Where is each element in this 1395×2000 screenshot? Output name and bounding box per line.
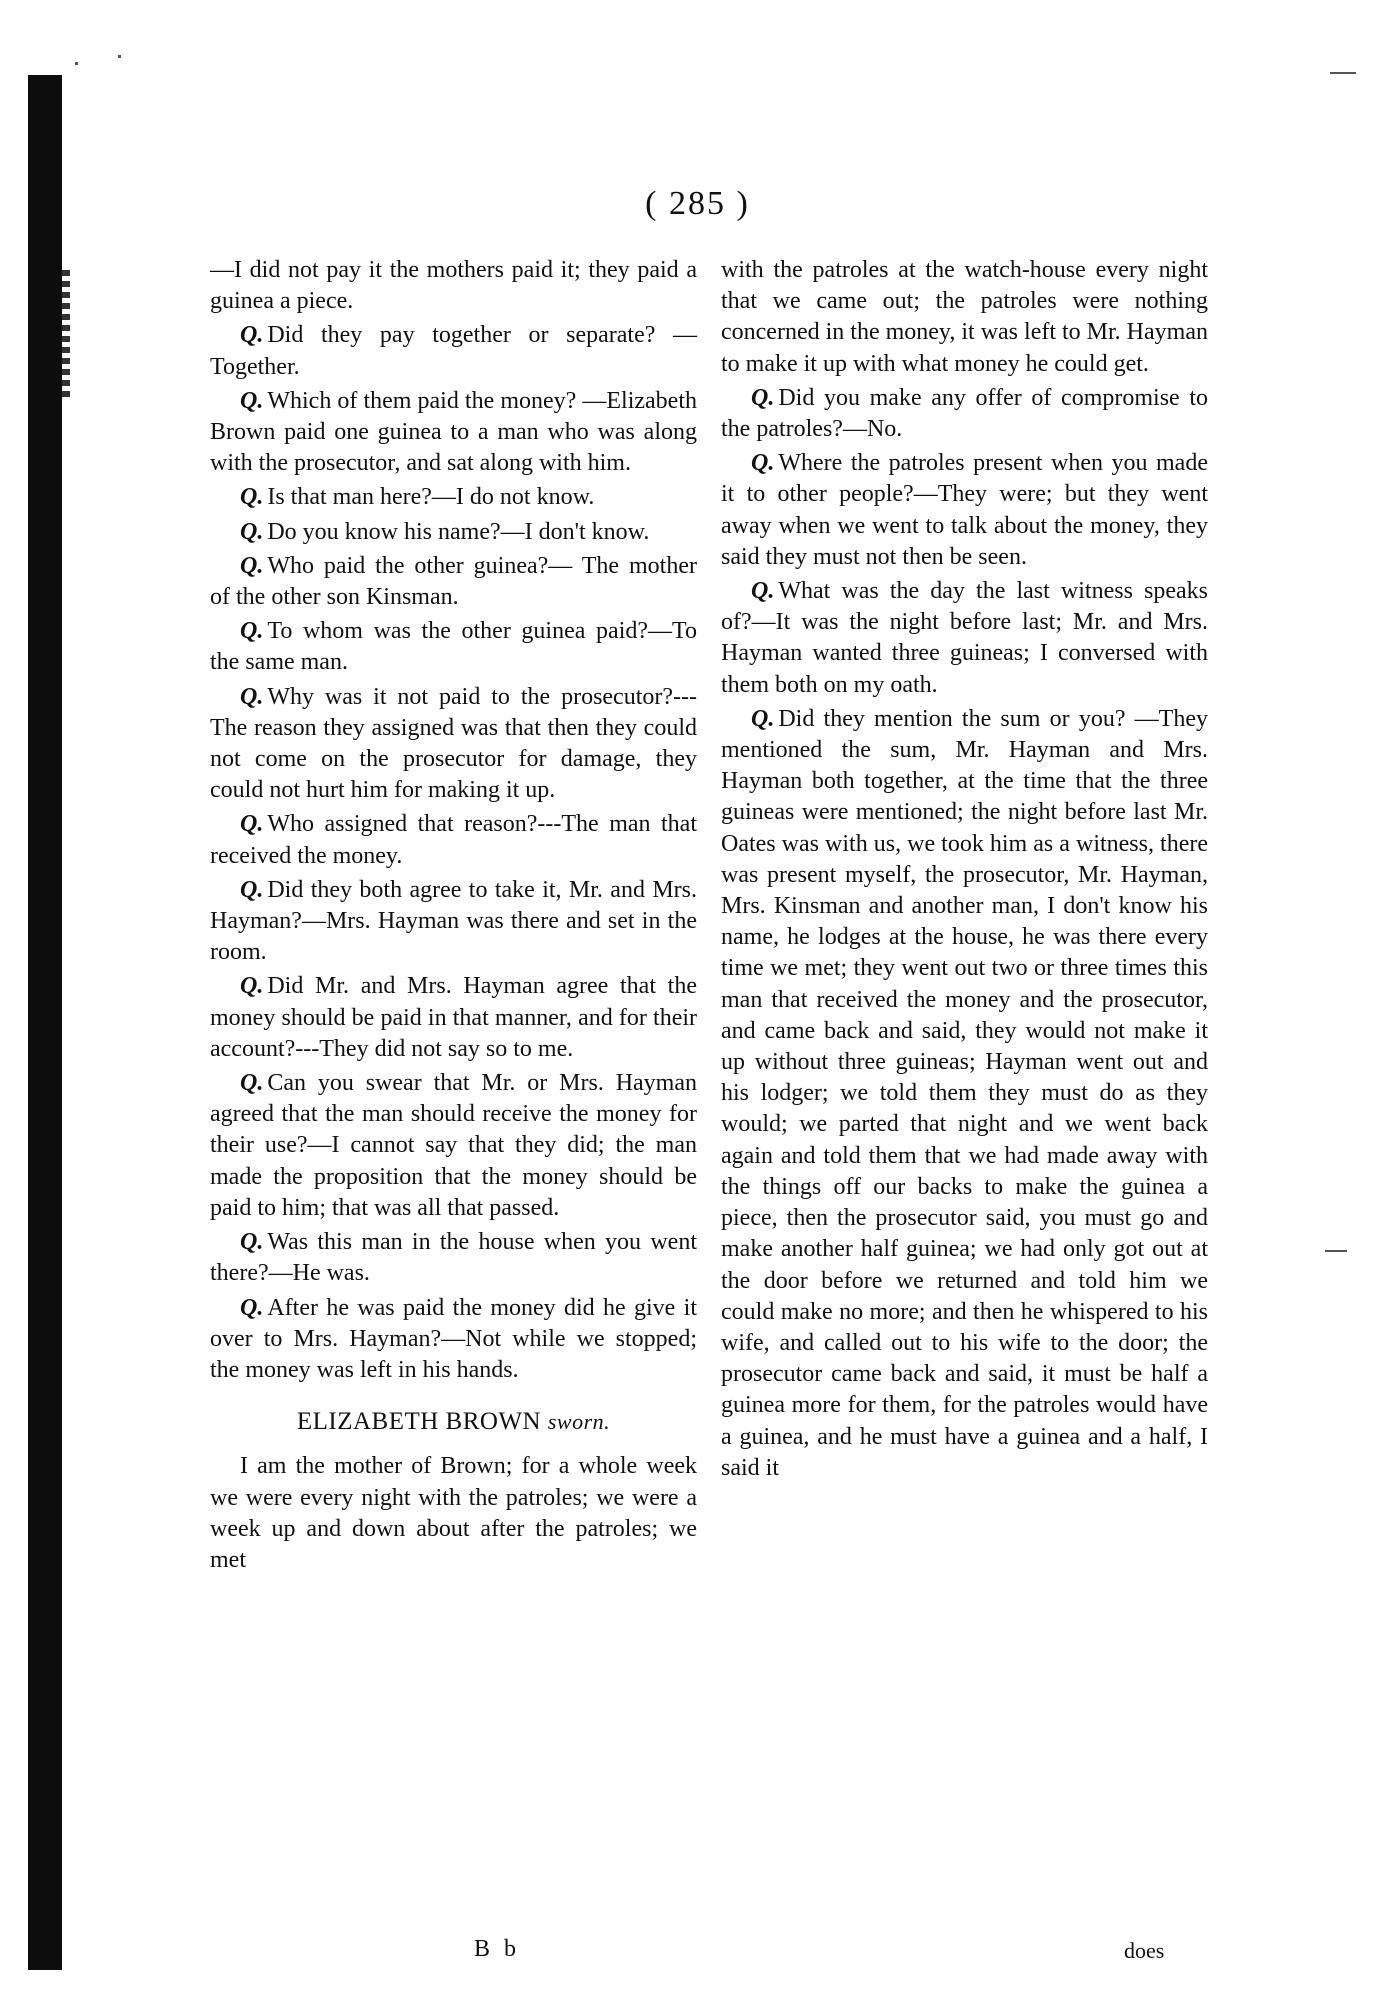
- catchword: does: [1124, 1938, 1165, 1963]
- paragraph: Q. Did Mr. and Mrs. Hayman agree that the money should be paid in that manner, and for their account?---They did not say so to me.: [210, 973, 697, 1062]
- paragraph: Q. Did you make any offer of compromise to the patroles?—No.: [721, 384, 1208, 443]
- binding-edge: [28, 75, 62, 1970]
- paragraph: Q. Did they mention the sum or you? —They mentioned the sum, Mr. Hayman and Mrs. Hayman both together, at the time that the three guineas were mentioned; the night before last Mr. Oates was with us, we took him as a witness, there was present myself, the prosecutor, Mr. Hayman, Mrs. Kinsman and another man, I don't know his name, he lodges at the house, he was there every time we met; they went out two or three times this man that received the money and the prosecutor, and came back and said, they would not make it up without three guineas; Hayman went out and his lodger; we told them they must do as they would; we parted that night and we went back again and told them that we had made away with the things off our backs to make the guinea a piece, then the prosecutor said, you must go and make another half guinea; we had only got out at the door before we returned and told him we could make no more; and then he whispered to his wife, and called out to his wife to the door; the prosecutor came back and said, it must be half a guinea more for them, for the patroles would have a guinea, and he must have a guinea and a half, I said it: [721, 705, 1208, 1481]
- paragraph: Q. To whom was the other guinea paid?—To the same man.: [210, 618, 697, 676]
- paragraph: —I did not pay it the mothers paid it; they paid a guinea a piece.: [210, 257, 697, 315]
- paragraph: Q. Can you swear that Mr. or Mrs. Hayman agreed that the man should receive the money for their use?—I cannot say that they did; the man made the proposition that the money should be paid to him; that was all that passed.: [210, 1070, 697, 1221]
- witness-name: ELIZABETH BROWN: [296, 1408, 542, 1436]
- speck: [118, 55, 121, 58]
- witness-heading: [210, 1406, 697, 1437]
- question-mark-label: Q.: [240, 683, 264, 710]
- right-column: [721, 255, 1208, 1487]
- question-mark-label: Q.: [240, 1229, 264, 1256]
- paragraph: Q. After he was paid the money did he give it over to Mrs. Hayman?—Not while we stopped; the money was left in his hands.: [210, 1294, 697, 1383]
- left-column: [210, 255, 697, 1579]
- speck: [1325, 1250, 1347, 1252]
- question-mark-label: Q.: [751, 578, 775, 605]
- page-number: ( 285 ): [645, 185, 750, 222]
- paragraph: Q. What was the day the last witness speaks of?—It was the night before last; Mr. and Mrs. Hayman wanted three guineas; I conversed with them both on my oath.: [721, 578, 1208, 698]
- question-mark-label: Q.: [240, 552, 264, 579]
- question-mark-label: Q.: [751, 384, 775, 411]
- question-mark-label: Q.: [240, 518, 264, 545]
- paragraph: Q. Who paid the other guinea?— The mother of the other son Kinsman.: [210, 552, 697, 611]
- question-mark-label: Q.: [240, 484, 264, 511]
- question-mark-label: Q.: [240, 1294, 264, 1321]
- sworn-label: sworn.: [547, 1409, 611, 1435]
- question-mark-label: Q.: [240, 322, 264, 349]
- question-mark-label: Q.: [240, 811, 264, 838]
- paragraph: I am the mother of Brown; for a whole week we were every night with the patroles; we were a week up and down about after the patroles; we met: [210, 1453, 697, 1573]
- signature-mark: B b: [474, 1936, 521, 1962]
- paragraph: Q. Did they pay together or separate? —Together.: [210, 322, 697, 380]
- question-mark-label: Q.: [240, 973, 264, 1000]
- paragraph: Q. Did they both agree to take it, Mr. and Mrs. Hayman?—Mrs. Hayman was there and set in the room.: [210, 876, 697, 966]
- speck: [75, 62, 78, 65]
- paragraph: Q. Where the patroles present when you made it to other people?—They were; but they went away when we went to talk about the money, they said they must not then be seen.: [721, 450, 1208, 570]
- paragraph: Q. Which of them paid the money? —Elizabeth Brown paid one guinea to a man who was along with the prosecutor, and sat along with him.: [210, 387, 697, 477]
- paragraph: Q. Who assigned that reason?---The man that received the money.: [210, 811, 697, 869]
- paragraph: Q. Is that man here?—I do not know.: [240, 484, 595, 511]
- paragraph: Q. Why was it not paid to the prosecutor?---The reason they assigned was that then they could not come on the prosecutor for damage, they could not hurt him for making it up.: [210, 683, 697, 804]
- binding-notch: [62, 270, 70, 400]
- question-mark-label: Q.: [240, 1070, 264, 1097]
- question-mark-label: Q.: [751, 450, 775, 477]
- paragraph: Q. Do you know his name?—I don't know.: [240, 518, 650, 545]
- question-mark-label: Q.: [751, 705, 775, 732]
- question-mark-label: Q.: [240, 387, 264, 414]
- question-mark-label: Q.: [240, 618, 264, 645]
- speck: [1330, 72, 1356, 74]
- question-mark-label: Q.: [240, 876, 264, 903]
- paragraph: Q. Was this man in the house when you went there?—He was.: [210, 1229, 697, 1287]
- paragraph: with the patroles at the watch-house every night that we came out; the patroles were nothing concerned in the money, it was left to Mr. Hayman to make it up with what money he could get.: [721, 257, 1208, 377]
